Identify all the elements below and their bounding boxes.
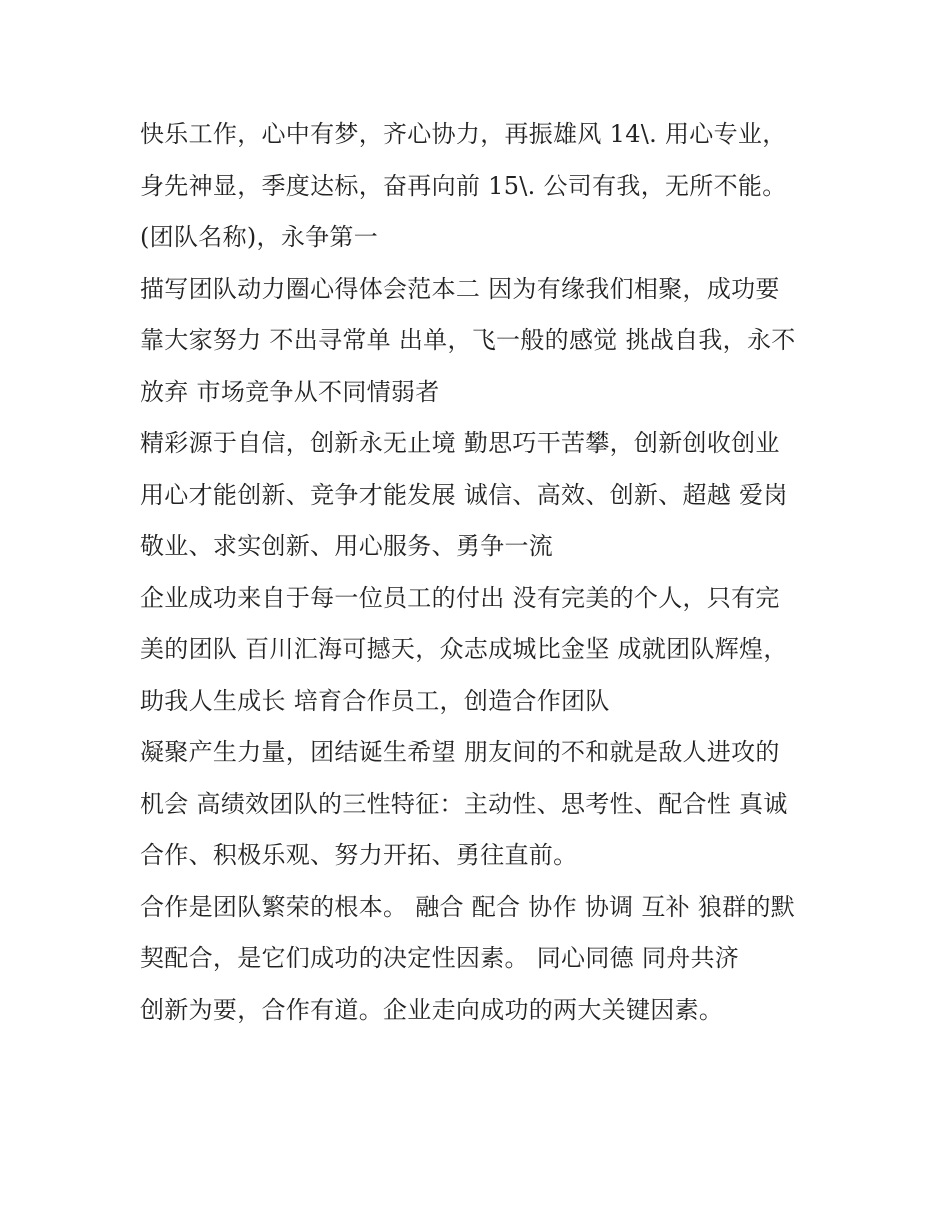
text-line: 合作、积极乐观、努力开拓、勇往直前。: [140, 841, 578, 869]
text-line: 身先神显，季度达标，奋再向前 15\. 公司有我，无所不能。: [140, 171, 787, 200]
document-body: [140, 109, 820, 1036]
text-line: 靠大家努力 不出寻常单 出单，飞一般的感觉 挑战自我，永不: [140, 326, 796, 354]
text-line: 敬业、求实创新、用心服务、勇争一流: [140, 532, 554, 560]
text-line: 放弃 市场竞争从不同情弱者: [140, 377, 440, 406]
text-line: 企业成功来自于每一位员工的付出 没有完美的个人，只有完: [140, 583, 780, 612]
text-line: 描写团队动力圈心得体会范本二 因为有缘我们相聚，成功要: [140, 274, 780, 303]
text-line: 凝聚产生力量，团结诞生希望 朋友间的不和就是敌人进攻的: [140, 738, 780, 766]
text-line: 创新为要，合作有道。企业走向成功的两大关键因素。: [140, 995, 724, 1024]
text-line: 美的团队 百川汇海可撼天，众志成城比金坚 成就团队辉煌，: [140, 635, 788, 663]
text-line: (团队名称)，永争第一: [140, 223, 379, 251]
text-line: 助我人生成长 培育合作员工，创造合作团队: [140, 686, 610, 715]
text-line: 精彩源于自信，创新永无止境 勤思巧干苦攀，创新创收创业: [140, 429, 780, 457]
text-line: 合作是团队繁荣的根本。 融合 配合 协作 协调 互补 狼群的默: [140, 892, 796, 921]
text-line: 快乐工作，心中有梦，齐心协力，再振雄风 14\. 用心专业，: [140, 120, 787, 148]
text-line: 用心才能创新、竞争才能发展 诚信、高效、创新、超越 爱岗: [140, 480, 788, 509]
text-line: 契配合，是它们成功的决定性因素。 同心同德 同舟共济: [140, 944, 740, 972]
text-line: 机会 高绩效团队的三性特征：主动性、思考性、配合性 真诚: [140, 789, 788, 818]
